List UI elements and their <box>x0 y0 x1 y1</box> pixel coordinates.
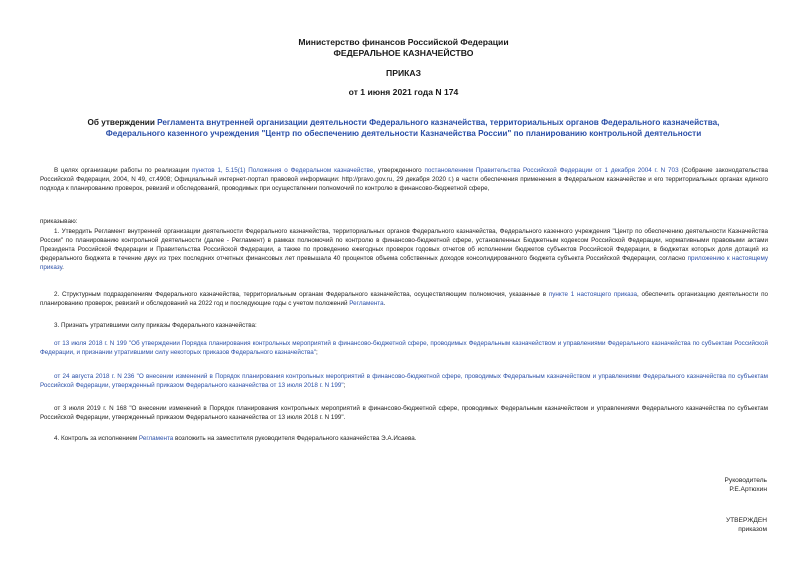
item-4-text-2: возложить на заместителя руководителя Федерального казначейства Э.А.Исаева. <box>173 435 417 442</box>
document-title <box>60 117 747 139</box>
treasury-name: ФЕДЕРАЛЬНОЕ КАЗНАЧЕЙСТВО <box>333 48 474 58</box>
item-3-paragraph: 3. Признать утратившими силу приказы Федерального казначейства: <box>54 322 257 329</box>
item-2-end: . <box>383 299 386 307</box>
approved-label: УТВЕРЖДЕН <box>725 517 767 524</box>
preamble-link-resolution[interactable]: постановлением Правительства Российской Федерации от 1 декабря 2004 г. N 703 <box>424 167 679 174</box>
preamble-text-2: , утвержденного <box>373 167 425 174</box>
item-2-paragraph <box>40 291 768 309</box>
ministry-name: Министерство финансов Российской Федерации <box>298 37 509 47</box>
item-3a-order-link[interactable]: от 13 июля 2018 г. N 199 "Об утверждении Порядка планирования контрольных мероприятий в финансово-бюджетной сфере, проводимых Федеральным казначейством и управлениями Федерального казначейства по субъектам Российской Федерации, и признании утратившими силу некоторых приказов Федерального казначейства" <box>40 340 768 356</box>
approved-by: приказом <box>738 526 767 533</box>
preamble-link-provision[interactable]: пунктов 1, 5.15(1) Положения о Федеральном казначействе <box>192 167 374 174</box>
signatory-name: Р.Е.Артюхин <box>729 486 767 493</box>
item-4-paragraph <box>40 435 768 444</box>
item-3c-paragraph: от 3 июля 2019 г. N 168 "О внесении изменений в Порядок планирования контрольных мероприятий в финансово-бюджетной сфере, проводимых Федеральным казначейством и управлениями Федерального казначейства по субъектам Российской Федерации, утвержденный приказом Федерального казначейства от 13 июля 2018 г. N 199". <box>40 405 768 421</box>
item-3b-order-link[interactable]: от 24 августа 2018 г. N 236 "О внесении изменений в Порядок планирования контрольных мероприятий в финансово-бюджетной сфере, проводимых Федеральным казначейством и управлениями Федерального казначейства по субъектам Российской Федерации, утвержденный приказом Федерального казначейства от 13 июля 2018 г. N 199" <box>40 373 768 389</box>
item-3b-paragraph <box>40 373 768 391</box>
item-1-annex-link[interactable]: приложению к настоящему приказу <box>40 254 768 271</box>
doc-date-number: от 1 июня 2021 года N 174 <box>348 87 459 97</box>
signatory-role: Руководитель <box>724 477 767 484</box>
preamble-paragraph <box>40 167 768 194</box>
item-2-text-1: 2. Структурным подразделениям Федерального казначейства, территориальным органам Федерального казначейства, осуществляющим полномочия, указанные в <box>54 291 549 298</box>
prikazyvayu: приказываю: <box>40 218 78 225</box>
title-prefix: Об утверждении <box>87 118 158 127</box>
item-3a-end: ; <box>316 348 318 356</box>
preamble-text-1: В целях организации работы по реализации <box>54 167 193 174</box>
item-2-clause-link[interactable]: пункте 1 настоящего приказа <box>548 291 637 298</box>
item-2-regulation-link[interactable]: Регламента <box>349 299 384 307</box>
item-4-regulation-link[interactable]: Регламента <box>138 435 174 442</box>
doc-type: ПРИКАЗ <box>386 68 421 78</box>
item-1-text: 1. Утвердить Регламент внутренней организации деятельности Федерального казначейства, территориальных органов Федерального казначейства, Федерального казенного учреждения "Центр по обеспечению деятельности Казначейства России" по планированию контрольной деятельности (далее - Регламент) в рамках полномочий по контролю в финансово-бюджетной сфере, установленных Бюджетным кодексом Российской Федерации, нормативными правовыми актами Президента Российской Федерации и Правительства Российской Федерации, а также по проведению ежегодных проверок годовых отчетов об исполнении бюджетов субъектов Российской Федерации, в бюджетах которых доля дотаций из федерального бюджета в течение двух из трех последних отчетных финансовых лет превышала 40 процентов объема собственных доходов консолидированного бюджета субъекта Российской Федерации, согласно <box>40 228 768 262</box>
item-2-text-2: , обеспечить организацию деятельности по планированию проверок, ревизий и обследований на 2022 год и последующие годы с учетом положений <box>40 291 768 307</box>
preamble-text-3: (Собрание законодательства Российской Федерации, 2004, N 49, ст.4908; Официальный интернет-портал правовой информации: http://pravo.gov.ru, 29 декабря 2020 г.) в части обеспечения применения в Федеральном казначействе и его территориальных органах единого подхода к планированию проверок, ревизий и обследований, проводимых при осуществлении полномочий по контролю в финансово-бюджетной сфере, <box>40 167 768 192</box>
signature-block <box>725 476 767 494</box>
item-1-paragraph <box>40 228 768 273</box>
item-1-end: . <box>62 263 64 271</box>
approval-block <box>726 516 767 534</box>
item-3a-paragraph <box>40 340 768 358</box>
item-4-text-1: 4. Контроль за исполнением <box>54 435 139 442</box>
item-3b-end: ; <box>343 381 346 389</box>
title-regulation-link[interactable]: Регламента внутренней организации деятельности Федерального казначейства, территориальных органов Федерального казначейства, Федерального казенного учреждения "Центр по обеспечению деятельности Казначейства России" по планированию контрольной деятельности <box>105 118 720 138</box>
